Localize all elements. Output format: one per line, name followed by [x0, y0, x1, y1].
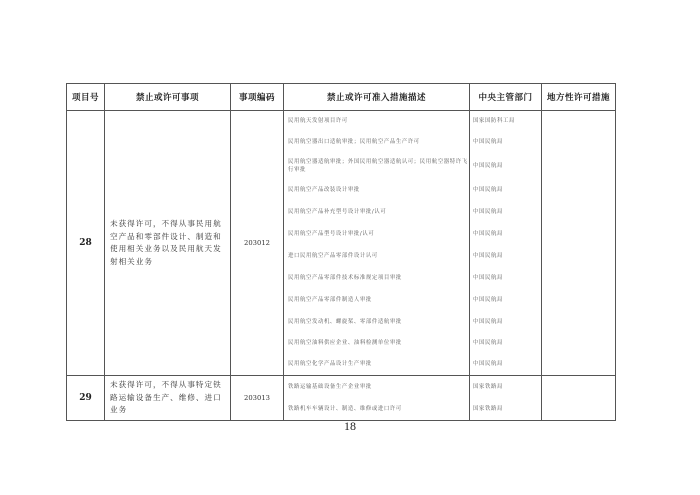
central-department: 国家铁路局 [473, 383, 503, 390]
item-number: 28 [67, 111, 105, 376]
item-code: 203013 [231, 376, 284, 421]
measure-description: 民用航空化学产品设计生产审批 [288, 361, 372, 368]
measure-description: 民用航空产品零部件技术标准规定项目审批 [288, 274, 402, 281]
central-department: 国家国防科工局 [473, 117, 515, 124]
central-department: 中国民航局 [473, 230, 503, 237]
market-access-table [66, 83, 616, 421]
central-department: 中国民航局 [473, 340, 503, 347]
measure-description: 民用航空产品零部件制造人审批 [288, 296, 372, 303]
table-header-row [67, 84, 616, 111]
item-number: 29 [67, 376, 105, 421]
table-row [67, 111, 616, 376]
header-central-department: 中央主管部门 [470, 84, 542, 111]
central-department: 中国民航局 [473, 274, 503, 281]
measure-description: 民用航空油料供应企业、油料检测单位审批 [288, 340, 402, 347]
measure-description: 民用航天发射项目许可 [288, 117, 348, 124]
measure-description: 进口民用航空产品零部件设计认可 [288, 252, 378, 259]
central-department: 中国民航局 [473, 252, 503, 259]
central-department-list [470, 111, 542, 376]
measure-description: 民用航空产品补充型号设计审批/认可 [288, 208, 387, 215]
central-department-list [470, 376, 542, 421]
central-department: 中国民航局 [473, 361, 503, 368]
measure-description: 民用航空产品型号设计审批/认可 [288, 230, 375, 237]
central-department: 中国民航局 [473, 318, 503, 325]
central-department: 国家铁路局 [473, 405, 503, 412]
measure-description: 民用航空产品改装设计审批 [288, 186, 360, 193]
header-prohibited-item: 禁止或许可事项 [105, 84, 231, 111]
table-row [67, 376, 616, 421]
prohibited-item-text: 未获得许可，不得从事民用航空产品和零部件设计、制造和使用相关业务以及民用航天发射相关业务 [105, 111, 231, 376]
measure-description: 民用航空发动机、螺旋桨、零部件适航审批 [288, 318, 402, 325]
local-measures [542, 376, 616, 421]
header-item-number: 项目号 [67, 84, 105, 111]
measure-description-list [284, 376, 470, 421]
item-code: 203012 [231, 111, 284, 376]
header-item-code: 事项编码 [231, 84, 284, 111]
page-number: 18 [344, 419, 356, 433]
prohibited-item-text: 未获得许可，不得从事特定铁路运输设备生产、维修、进口业务 [105, 376, 231, 421]
measure-description: 铁路机车车辆设计、制造、维修或进口许可 [288, 405, 402, 412]
central-department: 中国民航局 [473, 186, 503, 193]
central-department: 中国民航局 [473, 138, 503, 145]
local-measures [542, 111, 616, 376]
central-department: 中国民航局 [473, 208, 503, 215]
measure-description: 民用航空器出口适航审批；民用航空产品生产许可 [288, 138, 420, 145]
measure-description: 民用航空器适航审批；外国民用航空器适航认可；民用航空器特许飞行审批 [288, 158, 468, 173]
measure-description: 铁路运输基础设备生产企业审批 [288, 383, 372, 390]
central-department: 中国民航局 [473, 162, 503, 169]
header-local-measures: 地方性许可措施 [542, 84, 616, 111]
measure-description-list [284, 111, 470, 376]
header-measure-description: 禁止或许可准入措施描述 [284, 84, 470, 111]
central-department: 中国民航局 [473, 296, 503, 303]
